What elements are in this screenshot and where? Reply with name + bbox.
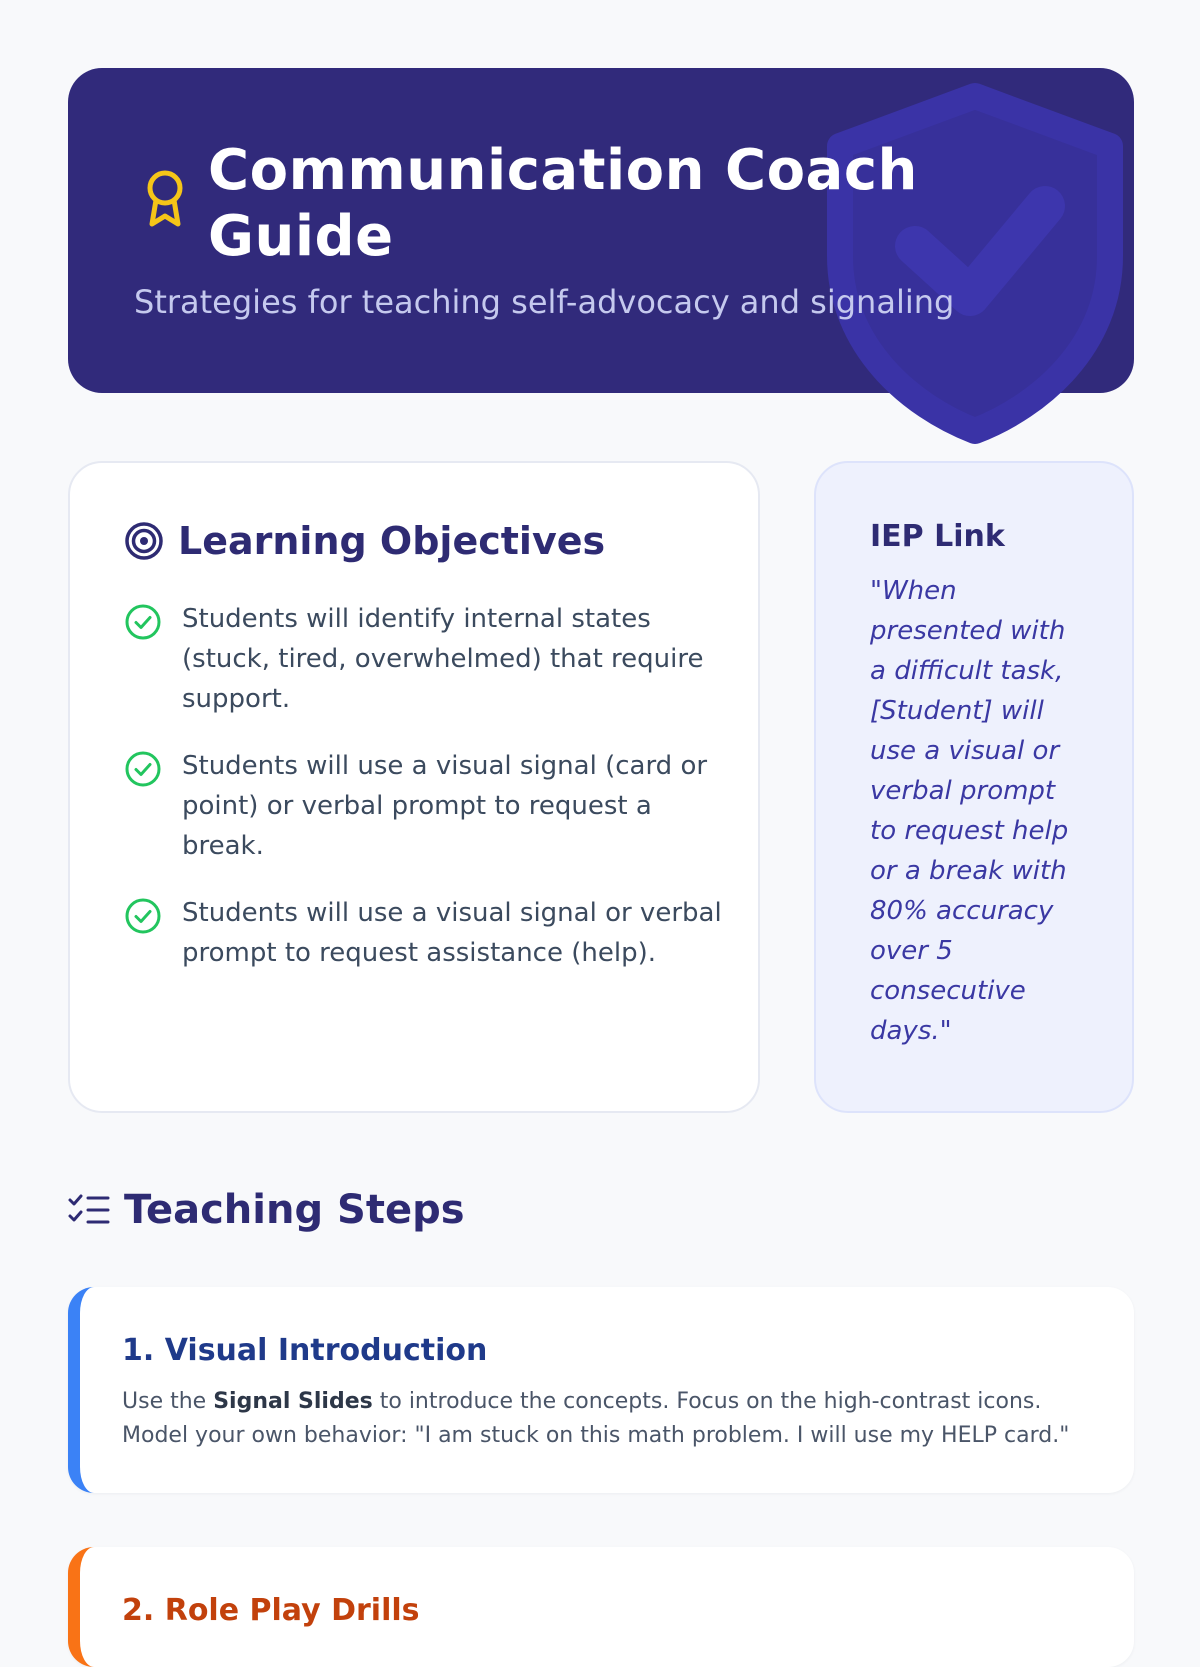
iep-link-heading: IEP Link bbox=[870, 519, 1005, 554]
target-icon bbox=[124, 521, 164, 561]
step-body-text: to introduce the concepts. Focus on the high-contrast icons. Model your own behavior: "I am stuck on this math problem. I will use my HELP card." bbox=[122, 1389, 1070, 1448]
list-item bbox=[124, 893, 724, 973]
objectives-list bbox=[124, 599, 724, 1000]
list-item bbox=[124, 746, 724, 866]
step-title: 1. Visual Introduction bbox=[122, 1333, 488, 1368]
learning-objectives-card bbox=[68, 461, 760, 1113]
step-title: 2. Role Play Drills bbox=[122, 1593, 420, 1628]
step-body bbox=[122, 1385, 1102, 1453]
list-checks-icon bbox=[68, 1192, 110, 1228]
page-title: Communication Coach Guide bbox=[208, 138, 918, 269]
list-item bbox=[124, 599, 724, 719]
iep-quote: "When presented with a difficult task, [Student] will use a visual or verbal prompt to request help or a break with 80% accuracy over 5 consecutive days." bbox=[870, 576, 1069, 1046]
page-subtitle: Strategies for teaching self-advocacy and signaling bbox=[134, 283, 955, 321]
step-body-text: Use the bbox=[122, 1389, 214, 1414]
iep-link-card bbox=[814, 461, 1134, 1113]
objective-text: Students will identify internal states (stuck, tired, overwhelmed) that require support. bbox=[182, 604, 704, 714]
objective-text: Students will use a visual signal (card or point) or verbal prompt to request a break. bbox=[182, 751, 708, 861]
step-card bbox=[68, 1547, 1134, 1667]
objective-text: Students will use a visual signal or verbal prompt to request assistance (help). bbox=[182, 898, 722, 968]
check-circle-icon bbox=[124, 750, 162, 788]
learning-objectives-header bbox=[124, 517, 605, 565]
teaching-steps-heading: Teaching Steps bbox=[124, 1187, 465, 1233]
check-circle-icon bbox=[124, 603, 162, 641]
learning-objectives-heading: Learning Objectives bbox=[178, 519, 606, 563]
step-card bbox=[68, 1287, 1134, 1493]
teaching-steps-header bbox=[68, 1186, 465, 1234]
header-banner bbox=[68, 68, 1134, 393]
award-icon bbox=[144, 168, 186, 230]
step-body-emphasis: Signal Slides bbox=[213, 1389, 373, 1414]
check-circle-icon bbox=[124, 897, 162, 935]
